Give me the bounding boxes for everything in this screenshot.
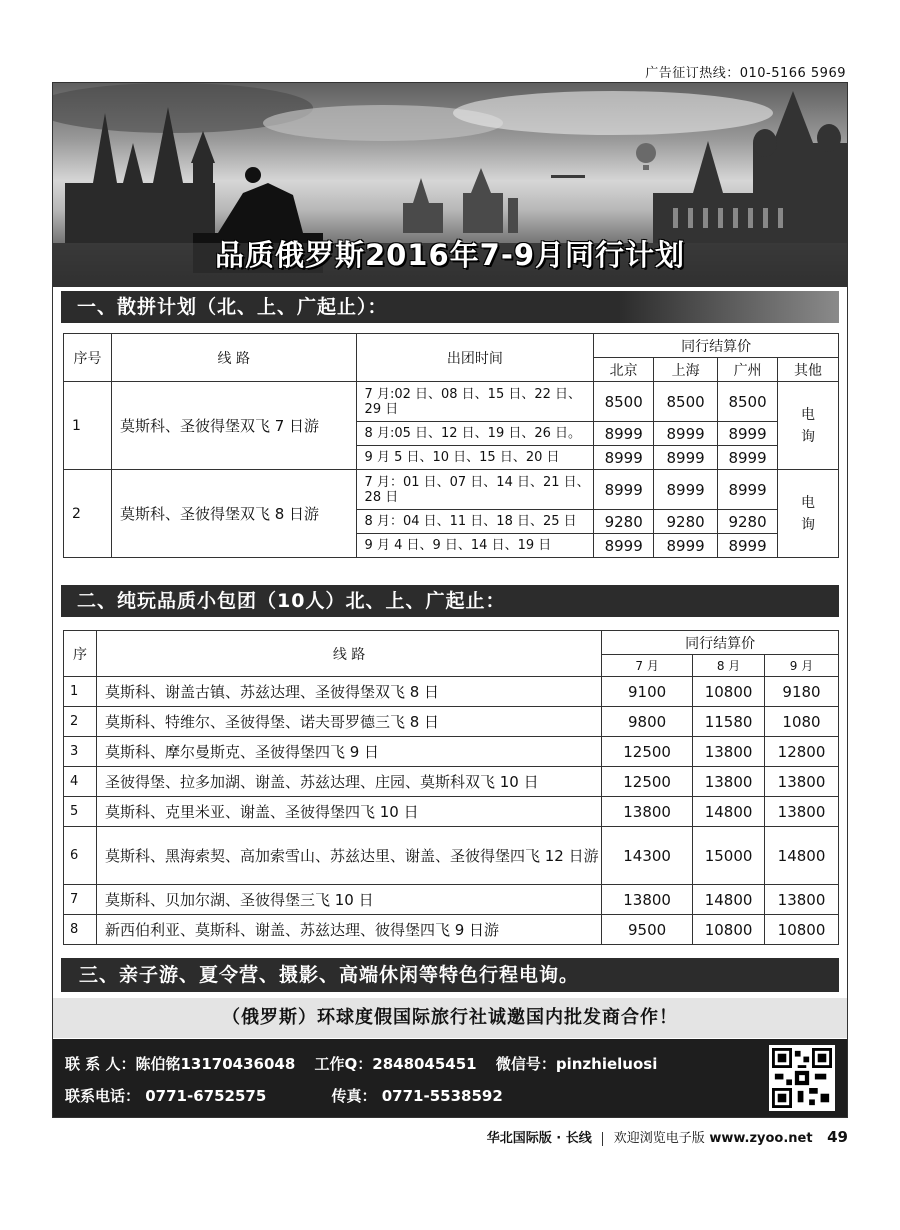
ad-frame xyxy=(52,82,848,1118)
price-other: 电 询 xyxy=(778,382,839,470)
row-index: 2 xyxy=(64,707,97,737)
price-shanghai: 9280 xyxy=(654,510,718,534)
contact-panel xyxy=(53,1039,847,1117)
row-index: 6 xyxy=(64,827,97,885)
price-jul: 9500 xyxy=(602,915,693,945)
footer-divider xyxy=(602,1132,603,1146)
group-tour-table xyxy=(63,333,839,558)
price-aug: 10800 xyxy=(693,677,765,707)
qr-code-icon xyxy=(769,1045,835,1111)
price-aug: 13800 xyxy=(693,767,765,797)
col-header-shanghai: 上海 xyxy=(654,358,718,382)
price-aug: 14800 xyxy=(693,797,765,827)
route-name: 莫斯科、特维尔、圣彼得堡、诺夫哥罗德三飞 8 日 xyxy=(96,707,601,737)
price-guangzhou: 8999 xyxy=(718,446,778,470)
price-jul: 9100 xyxy=(602,677,693,707)
col-header-price-group: 同行结算价 xyxy=(602,631,839,655)
price-jul: 14300 xyxy=(602,827,693,885)
price-jul: 12500 xyxy=(602,767,693,797)
table-row xyxy=(64,737,839,767)
col-header-departure: 出团时间 xyxy=(356,334,594,382)
price-beijing: 9280 xyxy=(594,510,654,534)
price-shanghai: 8999 xyxy=(654,446,718,470)
price-beijing: 8999 xyxy=(594,534,654,558)
section1-title: 一、散拼计划（北、上、广起止）： xyxy=(77,296,388,318)
price-sep: 12800 xyxy=(765,737,839,767)
page-number: 49 xyxy=(827,1128,848,1146)
contact-row-2 xyxy=(65,1085,517,1106)
contact-person: 联 系 人：陈伯铭13170436048 xyxy=(65,1055,296,1073)
table-row xyxy=(64,827,839,885)
price-guangzhou: 8999 xyxy=(718,534,778,558)
price-beijing: 8999 xyxy=(594,470,654,510)
website-link[interactable]: www.zyoo.net xyxy=(709,1131,813,1146)
table-header-row xyxy=(64,631,839,655)
route-name: 新西伯利亚、莫斯科、谢盖、苏兹达理、彼得堡四飞 9 日游 xyxy=(96,915,601,945)
price-shanghai: 8999 xyxy=(654,534,718,558)
price-shanghai: 8999 xyxy=(654,470,718,510)
col-header-beijing: 北京 xyxy=(594,358,654,382)
contact-wechat: 微信号：pinzhieluosi xyxy=(495,1055,658,1073)
table-header-row xyxy=(64,334,839,358)
route-name: 莫斯科、克里米亚、谢盖、圣彼得堡四飞 10 日 xyxy=(96,797,601,827)
table-row xyxy=(64,382,839,422)
price-guangzhou: 9280 xyxy=(718,510,778,534)
browse-label: 欢迎浏览电子版 xyxy=(613,1131,705,1146)
row-index: 7 xyxy=(64,885,97,915)
col-header-sep: 9 月 xyxy=(765,655,839,677)
price-aug: 10800 xyxy=(693,915,765,945)
departure-dates: 8 月：04 日、11 日、18 日、25 日 xyxy=(356,510,594,534)
route-name: 莫斯科、谢盖古镇、苏兹达理、圣彼得堡双飞 8 日 xyxy=(96,677,601,707)
row-index: 5 xyxy=(64,797,97,827)
price-aug: 14800 xyxy=(693,885,765,915)
departure-dates: 7 月:02 日、08 日、15 日、22 日、29 日 xyxy=(356,382,594,422)
contact-fax: 传真： 0771-5538592 xyxy=(331,1087,503,1105)
price-sep: 9180 xyxy=(765,677,839,707)
price-beijing: 8999 xyxy=(594,422,654,446)
page-footer xyxy=(487,1127,848,1146)
price-jul: 13800 xyxy=(602,797,693,827)
col-header-route: 线 路 xyxy=(96,631,601,677)
col-header-route: 线 路 xyxy=(111,334,356,382)
departure-dates: 9 月 4 日、9 日、14 日、19 日 xyxy=(356,534,594,558)
section3-title: 三、亲子游、夏令营、摄影、高端休闲等特色行程电询。 xyxy=(61,958,839,992)
table-row xyxy=(64,915,839,945)
price-sep: 13800 xyxy=(765,767,839,797)
col-header-guangzhou: 广州 xyxy=(718,358,778,382)
col-header-aug: 8 月 xyxy=(693,655,765,677)
price-jul: 9800 xyxy=(602,707,693,737)
table-row xyxy=(64,767,839,797)
route-name: 莫斯科、贝加尔湖、圣彼得堡三飞 10 日 xyxy=(96,885,601,915)
departure-dates: 9 月 5 日、10 日、15 日、20 日 xyxy=(356,446,594,470)
table-row xyxy=(64,797,839,827)
price-jul: 13800 xyxy=(602,885,693,915)
section2-title-bar xyxy=(61,585,839,617)
route-name: 莫斯科、摩尔曼斯克、圣彼得堡四飞 9 日 xyxy=(96,737,601,767)
row-index: 4 xyxy=(64,767,97,797)
price-aug: 13800 xyxy=(693,737,765,767)
price-guangzhou: 8500 xyxy=(718,382,778,422)
price-sep: 13800 xyxy=(765,797,839,827)
contact-phone: 联系电话： 0771-6752575 xyxy=(65,1087,267,1105)
route-name: 莫斯科、圣彼得堡双飞 8 日游 xyxy=(111,470,356,558)
departure-dates: 8 月:05 日、12 日、19 日、26 日。 xyxy=(356,422,594,446)
price-aug: 15000 xyxy=(693,827,765,885)
contact-row-1 xyxy=(65,1053,671,1074)
price-sep: 10800 xyxy=(765,915,839,945)
col-header-index: 序 xyxy=(64,631,97,677)
price-guangzhou: 8999 xyxy=(718,422,778,446)
row-index: 8 xyxy=(64,915,97,945)
route-name: 莫斯科、黑海索契、高加索雪山、苏兹达里、谢盖、圣彼得堡四飞 12 日游 xyxy=(96,827,601,885)
price-jul: 12500 xyxy=(602,737,693,767)
price-sep: 1080 xyxy=(765,707,839,737)
price-guangzhou: 8999 xyxy=(718,470,778,510)
table-row xyxy=(64,677,839,707)
row-index: 3 xyxy=(64,737,97,767)
table-row xyxy=(64,470,839,510)
col-header-other: 其他 xyxy=(778,358,839,382)
price-shanghai: 8500 xyxy=(654,382,718,422)
price-aug: 11580 xyxy=(693,707,765,737)
route-name: 圣彼得堡、拉多加湖、谢盖、苏兹达理、庄园、莫斯科双飞 10 日 xyxy=(96,767,601,797)
route-name: 莫斯科、圣彼得堡双飞 7 日游 xyxy=(111,382,356,470)
private-tour-table xyxy=(63,630,839,945)
price-beijing: 8999 xyxy=(594,446,654,470)
col-header-index: 序号 xyxy=(64,334,112,382)
contact-qq: 工作Q：2848045451 xyxy=(314,1055,477,1073)
row-index: 1 xyxy=(64,677,97,707)
price-beijing: 8500 xyxy=(594,382,654,422)
departure-dates: 7 月：01 日、07 日、14 日、21 日、28 日 xyxy=(356,470,594,510)
section2-title: 二、纯玩品质小包团（10人）北、上、广起止： xyxy=(77,590,506,612)
table-row xyxy=(64,707,839,737)
banner-title: 品质俄罗斯2016年7-9月同行计划 xyxy=(214,238,686,272)
price-sep: 14800 xyxy=(765,827,839,885)
banner xyxy=(53,83,847,287)
price-shanghai: 8999 xyxy=(654,422,718,446)
private-tour-rows xyxy=(64,677,839,945)
ad-hotline: 广告征订热线：010-5166 5969 xyxy=(645,66,846,81)
col-header-jul: 7 月 xyxy=(602,655,693,677)
price-sep: 13800 xyxy=(765,885,839,915)
invite-banner: （俄罗斯）环球度假国际旅行社诚邀国内批发商合作！ xyxy=(53,998,847,1038)
table-row xyxy=(64,885,839,915)
row-index: 1 xyxy=(64,382,112,470)
row-index: 2 xyxy=(64,470,112,558)
col-header-price-group: 同行结算价 xyxy=(594,334,839,358)
edition-label: 华北国际版 · 长线 xyxy=(486,1131,592,1146)
price-other: 电 询 xyxy=(778,470,839,558)
section1-title-bar xyxy=(61,291,839,323)
